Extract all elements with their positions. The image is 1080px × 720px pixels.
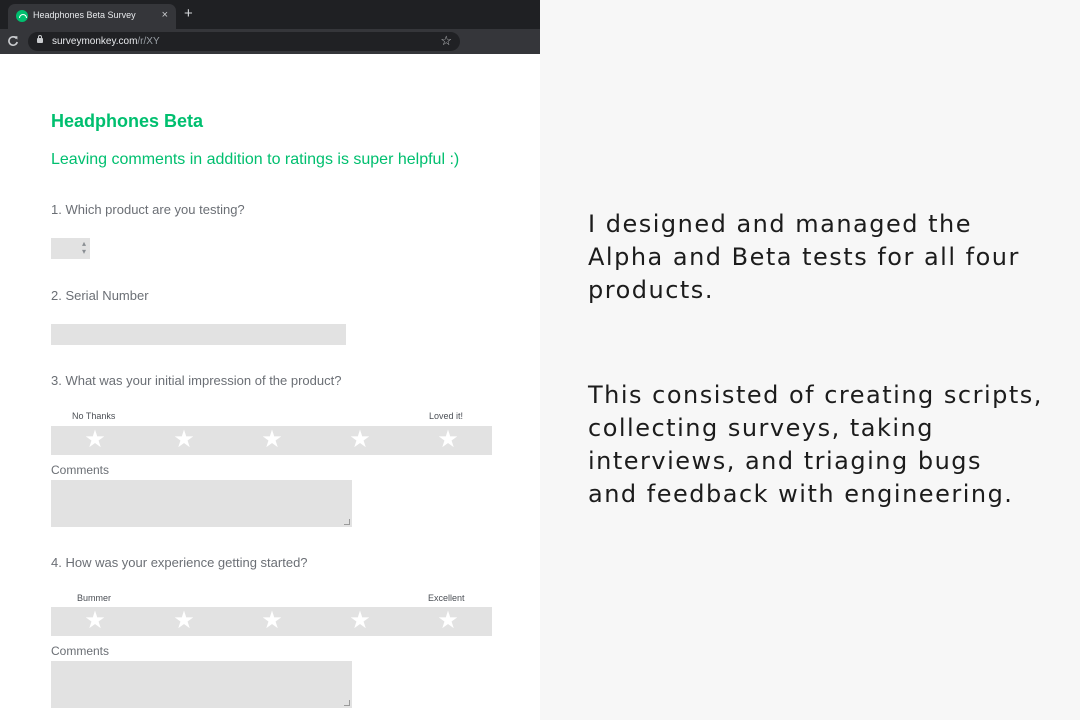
reload-icon[interactable]	[7, 33, 21, 49]
rating-high-label: Excellent	[428, 593, 465, 603]
star-icon[interactable]: ★	[261, 607, 283, 634]
star-icon[interactable]: ★	[173, 426, 195, 453]
serial-number-input[interactable]	[51, 324, 346, 345]
getting-started-rating	[51, 607, 492, 636]
star-icon[interactable]: ★	[261, 426, 283, 453]
question-3-label: 3. What was your initial impression of the product?	[51, 373, 342, 388]
url-host: surveymonkey.com	[52, 36, 138, 47]
star-icon[interactable]: ★	[349, 426, 371, 453]
question-2-label: 2. Serial Number	[51, 288, 149, 303]
description-line: This consisted of creating scripts,	[588, 381, 1043, 409]
description-line: Alpha and Beta tests for all four	[588, 243, 1020, 271]
description-paragraph-2	[588, 379, 1043, 511]
star-icon[interactable]: ★	[349, 607, 371, 634]
comments-label: Comments	[51, 463, 110, 477]
rating-high-label: Loved it!	[429, 411, 464, 421]
survey-title: Headphones Beta	[51, 111, 204, 131]
star-bookmark-icon[interactable]: ☆	[440, 33, 452, 48]
plus-icon[interactable]: +	[184, 5, 193, 22]
survey-page	[0, 54, 540, 720]
product-select[interactable]	[51, 238, 90, 259]
description-line: products.	[588, 276, 714, 304]
rating-low-label: No Thanks	[72, 411, 116, 421]
getting-started-comments-field[interactable]	[51, 661, 352, 708]
rating-low-label: Bummer	[77, 593, 112, 603]
lock-icon	[37, 38, 43, 43]
description-paragraph-1	[588, 208, 1020, 307]
tab-headphones-beta-survey[interactable]	[8, 4, 176, 29]
tab-bar	[0, 0, 540, 29]
star-icon[interactable]: ★	[84, 426, 106, 453]
star-icon[interactable]: ★	[437, 607, 459, 634]
description-line: I designed and managed the	[588, 210, 972, 238]
description-line: interviews, and triaging bugs	[588, 447, 983, 475]
surveymonkey-favicon-icon	[16, 10, 28, 22]
description-line: and feedback with engineering.	[588, 480, 1014, 508]
url-path: /r/XY	[137, 36, 160, 47]
comments-label: Comments	[51, 644, 110, 658]
url-text	[52, 36, 160, 47]
impression-rating	[51, 426, 492, 455]
tab-title: Headphones Beta Survey	[33, 10, 136, 20]
browser-toolbar	[0, 29, 540, 54]
star-icon[interactable]: ★	[84, 607, 106, 634]
close-icon[interactable]: ×	[161, 9, 168, 21]
description-line: collecting surveys, taking	[588, 414, 934, 442]
question-4-label: 4. How was your experience getting started?	[51, 555, 308, 570]
star-icon[interactable]: ★	[437, 426, 459, 453]
impression-comments-field[interactable]	[51, 480, 352, 527]
question-1-label: 1. Which product are you testing?	[51, 202, 245, 217]
survey-subtitle: Leaving comments in addition to ratings is super helpful :)	[51, 151, 460, 168]
address-bar[interactable]	[28, 32, 460, 51]
select-arrows-icon: ▴ ▾	[81, 239, 86, 256]
star-icon[interactable]: ★	[173, 607, 195, 634]
